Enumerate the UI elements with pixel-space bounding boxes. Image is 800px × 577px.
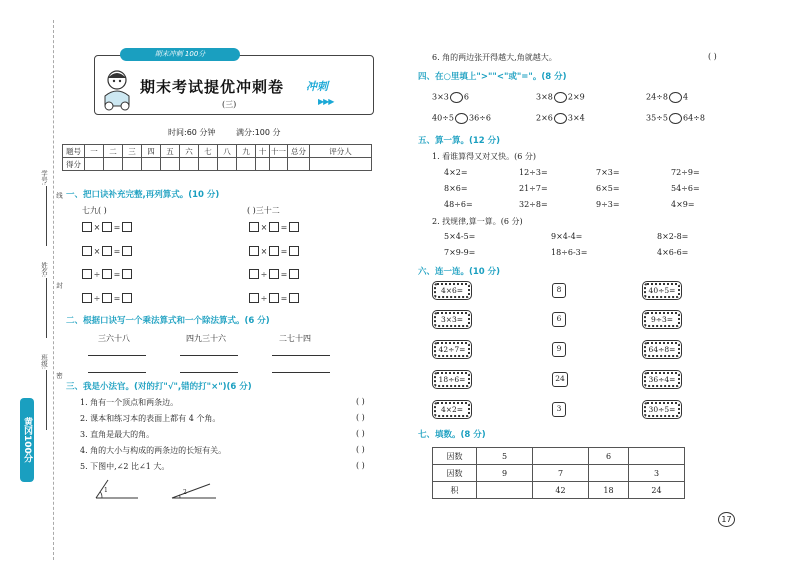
operator: = xyxy=(280,269,288,279)
blank-box[interactable] xyxy=(289,246,299,256)
calc-item[interactable]: 8×2-8= xyxy=(657,232,689,241)
fill-cell-label: 因数 xyxy=(433,465,477,482)
compare-circle[interactable] xyxy=(669,113,682,124)
equation-row xyxy=(82,269,132,279)
fold-label-2: 封 xyxy=(55,282,63,289)
score-input-cell[interactable] xyxy=(199,158,218,171)
calc-item[interactable]: 4×2= xyxy=(444,168,468,177)
score-table-cell: 十一 xyxy=(271,146,286,156)
section3-heading: 三、我是小法官。(对的打"√",错的打"×")(6 分) xyxy=(66,382,252,392)
blank-box[interactable] xyxy=(122,269,132,279)
angle-1-label: 1 xyxy=(104,487,108,494)
fill-cell[interactable]: 24 xyxy=(629,482,685,499)
student-id-label: 学号: xyxy=(40,170,48,186)
calc-item[interactable]: 9÷3= xyxy=(596,200,620,209)
section4-heading: 四、在○里填上">""<"或"="。(8 分) xyxy=(418,72,567,82)
answer-line[interactable] xyxy=(272,355,330,356)
equation-row xyxy=(249,222,299,232)
calc-item[interactable]: 4×6-6= xyxy=(657,248,689,257)
equation-row xyxy=(249,293,299,303)
fill-cell[interactable]: 42 xyxy=(533,482,589,499)
fill-cell-label: 积 xyxy=(433,482,477,499)
student-id-line xyxy=(46,186,47,246)
blank-box[interactable] xyxy=(249,293,259,303)
compare-item xyxy=(536,92,585,103)
operator: ÷ xyxy=(260,293,268,303)
name-label: 姓名: xyxy=(40,262,48,278)
operator: = xyxy=(113,293,121,303)
section5-sub1: 1. 看谁算得又对又快。(6 分) xyxy=(432,152,537,161)
compare-right: 3×4 xyxy=(567,113,585,123)
section6-heading: 六、连一连。(10 分) xyxy=(418,267,501,277)
calc-item[interactable]: 7×9-9= xyxy=(444,248,476,257)
section5-sub2: 2. 找规律,算一算。(6 分) xyxy=(432,217,523,226)
blank-box[interactable] xyxy=(102,269,112,279)
time-label: 时间:60 分钟 xyxy=(168,128,216,137)
answer-line[interactable] xyxy=(88,355,146,356)
blank-box[interactable] xyxy=(82,269,92,279)
fill-cell[interactable]: 6 xyxy=(589,448,629,465)
brand-logo: 黄冈100分 xyxy=(20,398,34,482)
connect-right-box[interactable]: 36÷4= xyxy=(644,372,680,387)
blank-box[interactable] xyxy=(102,293,112,303)
score-table-cell: 总分 xyxy=(288,145,310,158)
blank-box[interactable] xyxy=(122,246,132,256)
blank-box[interactable] xyxy=(82,222,92,232)
connect-left-box[interactable]: 18÷6= xyxy=(434,372,470,387)
answer-paren[interactable]: ( ) xyxy=(356,429,365,438)
answer-paren[interactable]: ( ) xyxy=(356,445,365,454)
blank-box[interactable] xyxy=(122,222,132,232)
operator: = xyxy=(280,246,288,256)
compare-right: 64÷8 xyxy=(682,113,705,123)
connect-left-box[interactable]: 3×3= xyxy=(434,312,470,327)
operator: × xyxy=(260,246,268,256)
blank-box[interactable] xyxy=(249,246,259,256)
rhyme-item: 三六十八 xyxy=(98,334,130,343)
fill-cell[interactable] xyxy=(533,448,589,465)
arrows-decoration: ▶▶▶ xyxy=(318,97,334,106)
fill-table-row xyxy=(433,448,685,465)
fill-cell[interactable] xyxy=(629,448,685,465)
blank-box[interactable] xyxy=(269,269,279,279)
score-table-cell: 七 xyxy=(199,145,218,158)
fold-label-3: 密 xyxy=(55,372,63,379)
calc-item[interactable]: 54÷6= xyxy=(671,184,700,193)
connect-left-box[interactable]: 42÷7= xyxy=(434,342,470,357)
answer-line[interactable] xyxy=(88,372,146,373)
section1-heading: 一、把口诀补充完整,再列算式。(10 分) xyxy=(66,190,220,200)
calc-item[interactable]: 9×4-4= xyxy=(551,232,583,241)
calc-item[interactable]: 72÷9= xyxy=(671,168,700,177)
class-label: 班级: xyxy=(40,354,48,370)
equation-row xyxy=(82,293,132,303)
blank-box[interactable] xyxy=(102,222,112,232)
answer-paren[interactable]: ( ) xyxy=(356,413,365,422)
blank-box[interactable] xyxy=(249,269,259,279)
calc-item[interactable]: 21÷7= xyxy=(519,184,548,193)
blank-box[interactable] xyxy=(269,293,279,303)
fill-cell[interactable]: 7 xyxy=(533,465,589,482)
score-input-cell[interactable] xyxy=(104,158,123,171)
calc-item[interactable]: 4×9= xyxy=(671,200,695,209)
operator: × xyxy=(93,222,101,232)
rhyme-item: 二七十四 xyxy=(279,334,311,343)
score-table-cell: 五 xyxy=(161,145,180,158)
blank-box[interactable] xyxy=(289,222,299,232)
connect-middle-box[interactable]: 9 xyxy=(552,342,566,357)
score-table-cell: 二 xyxy=(104,145,123,158)
angle-2-figure xyxy=(170,482,218,500)
full-score-label: 满分:100 分 xyxy=(236,128,281,137)
score-table-row-score xyxy=(63,158,372,171)
section1-right-prompt: ( )三十二 xyxy=(247,206,280,215)
score-input-cell[interactable] xyxy=(310,158,372,171)
score-table-cell: 得分 xyxy=(63,158,85,171)
angle-2-label: 2 xyxy=(183,489,187,496)
answer-paren[interactable]: ( ) xyxy=(356,461,365,470)
judge-item: 6. 角的两边张开得越大,角就越大。 xyxy=(432,53,557,62)
score-input-cell[interactable] xyxy=(218,158,237,171)
compare-circle[interactable] xyxy=(450,92,463,103)
operator: = xyxy=(280,293,288,303)
answer-paren[interactable]: ( ) xyxy=(708,52,717,61)
connect-left-box[interactable]: 4×6= xyxy=(434,283,470,298)
score-input-cell[interactable] xyxy=(85,158,104,171)
section2-heading: 二、根据口诀写一个乘法算式和一个除法算式。(6 分) xyxy=(66,316,270,326)
equation-row xyxy=(249,269,299,279)
compare-right: 36÷6 xyxy=(468,113,491,123)
compare-item xyxy=(646,92,688,103)
blank-box[interactable] xyxy=(289,269,299,279)
score-table-cell: 一 xyxy=(85,145,104,158)
judge-item: 3. 直角是最大的角。 xyxy=(80,430,155,439)
compare-circle[interactable] xyxy=(669,92,682,103)
blank-box[interactable] xyxy=(102,246,112,256)
fill-table-row xyxy=(433,482,685,499)
connect-right-box[interactable]: 64÷8= xyxy=(644,342,680,357)
compare-left: 40÷5 xyxy=(432,113,454,123)
judge-item: 2. 课本和练习本的表面上都有 4 个角。 xyxy=(80,414,221,423)
compare-left: 35÷5 xyxy=(646,113,668,123)
score-input-cell[interactable] xyxy=(123,158,142,171)
fold-label-1: 线 xyxy=(55,192,63,199)
section7-heading: 七、填数。(8 分) xyxy=(418,430,486,440)
page-title: 期末考试提优冲刺卷 xyxy=(140,78,285,96)
connect-right-box[interactable]: 9÷3= xyxy=(644,312,680,327)
score-table-cell: 题号 xyxy=(63,145,85,158)
compare-circle[interactable] xyxy=(554,92,567,103)
operator: = xyxy=(113,222,121,232)
judge-item: 4. 角的大小与构成的两条边的长短有关。 xyxy=(80,446,227,455)
name-line xyxy=(46,278,47,338)
compare-left: 3×3 xyxy=(432,92,449,102)
operator: × xyxy=(93,246,101,256)
score-table-cell: 十 xyxy=(256,145,270,158)
fill-cell[interactable] xyxy=(589,465,629,482)
answer-line[interactable] xyxy=(180,355,238,356)
mascot-icon xyxy=(97,66,137,112)
compare-item xyxy=(432,92,469,103)
header-banner: 期末冲刺 100分 xyxy=(120,48,240,61)
compare-circle[interactable] xyxy=(554,113,567,124)
blank-box[interactable] xyxy=(269,246,279,256)
connect-right-box[interactable]: 30÷5= xyxy=(644,402,680,417)
score-table-cell: 四 xyxy=(142,145,161,158)
rhyme-item: 四九三十六 xyxy=(186,334,226,343)
page-number: 17 xyxy=(718,512,735,527)
blank-box[interactable] xyxy=(269,222,279,232)
blank-box[interactable] xyxy=(289,293,299,303)
compare-item xyxy=(646,113,705,124)
operator: ÷ xyxy=(260,269,268,279)
compare-item xyxy=(536,113,585,124)
score-input-cell[interactable] xyxy=(237,158,256,171)
score-input-cell[interactable] xyxy=(270,158,288,171)
score-input-cell[interactable] xyxy=(161,158,180,171)
connect-left-box[interactable]: 4×2= xyxy=(434,402,470,417)
blank-box[interactable] xyxy=(249,222,259,232)
score-input-cell[interactable] xyxy=(180,158,199,171)
fill-cell[interactable]: 5 xyxy=(477,448,533,465)
connect-middle-box[interactable]: 3 xyxy=(552,402,566,417)
judge-item: 5. 下图中,∠2 比∠1 大。 xyxy=(80,462,170,471)
connect-right-box[interactable]: 40÷5= xyxy=(644,283,680,298)
fill-cell[interactable]: 18 xyxy=(589,482,629,499)
fill-cell-label: 因数 xyxy=(433,448,477,465)
operator: = xyxy=(113,246,121,256)
score-input-cell[interactable] xyxy=(142,158,161,171)
blank-box[interactable] xyxy=(82,293,92,303)
score-table xyxy=(62,144,372,171)
compare-right: 6 xyxy=(463,92,469,102)
fill-cell[interactable]: 9 xyxy=(477,465,533,482)
answer-line[interactable] xyxy=(272,372,330,373)
compare-left: 2×6 xyxy=(536,113,553,123)
compare-circle[interactable] xyxy=(455,113,468,124)
score-table-cell: 九 xyxy=(237,145,256,158)
fill-table xyxy=(432,447,685,499)
calc-item[interactable]: 6×5= xyxy=(596,184,620,193)
score-table-cell: 评分人 xyxy=(310,145,372,158)
calc-item[interactable]: 12÷3= xyxy=(519,168,548,177)
calc-item[interactable]: 7×3= xyxy=(596,168,620,177)
angle-1-figure xyxy=(94,478,140,500)
score-table-cell: 八 xyxy=(218,145,237,158)
class-line xyxy=(46,370,47,430)
blank-box[interactable] xyxy=(122,293,132,303)
equation-row xyxy=(249,246,299,256)
calc-item[interactable]: 32÷8= xyxy=(519,200,548,209)
operator: = xyxy=(113,269,121,279)
score-input-cell[interactable] xyxy=(256,158,270,171)
section5-heading: 五、算一算。(12 分) xyxy=(418,136,501,146)
calc-item[interactable]: 5×4-5= xyxy=(444,232,476,241)
operator: × xyxy=(260,222,268,232)
connect-middle-box[interactable]: 24 xyxy=(552,372,568,387)
equation-row xyxy=(82,222,132,232)
calc-item[interactable]: 48÷6= xyxy=(444,200,473,209)
section1-left-prompt: 七九( ) xyxy=(82,206,107,215)
calc-item[interactable]: 18÷6-3= xyxy=(551,248,588,257)
judge-item: 1. 角有一个顶点和两条边。 xyxy=(80,398,179,407)
score-table-row-header xyxy=(63,145,372,158)
compare-left: 24÷8 xyxy=(646,92,668,102)
answer-paren[interactable]: ( ) xyxy=(356,397,365,406)
connect-middle-box[interactable]: 6 xyxy=(552,312,566,327)
operator: ÷ xyxy=(93,293,101,303)
blank-box[interactable] xyxy=(82,246,92,256)
operator: = xyxy=(280,222,288,232)
fill-table-row xyxy=(433,465,685,482)
equation-row xyxy=(82,246,132,256)
fill-cell[interactable] xyxy=(477,482,533,499)
score-table-cell: 六 xyxy=(180,145,199,158)
answer-line[interactable] xyxy=(180,372,238,373)
page-subtitle: (三) xyxy=(222,100,237,109)
operator: ÷ xyxy=(93,269,101,279)
calc-item[interactable]: 8×6= xyxy=(444,184,468,193)
compare-left: 3×8 xyxy=(536,92,553,102)
fold-line xyxy=(53,20,54,560)
compare-right: 4 xyxy=(682,92,689,102)
score-input-cell[interactable] xyxy=(288,158,310,171)
sprint-logo: 冲刺 xyxy=(306,80,328,93)
connect-middle-box[interactable]: 8 xyxy=(552,283,566,298)
fill-cell[interactable]: 3 xyxy=(629,465,685,482)
compare-item xyxy=(432,113,491,124)
compare-right: 2×9 xyxy=(567,92,585,102)
score-table-cell: 三 xyxy=(123,145,142,158)
